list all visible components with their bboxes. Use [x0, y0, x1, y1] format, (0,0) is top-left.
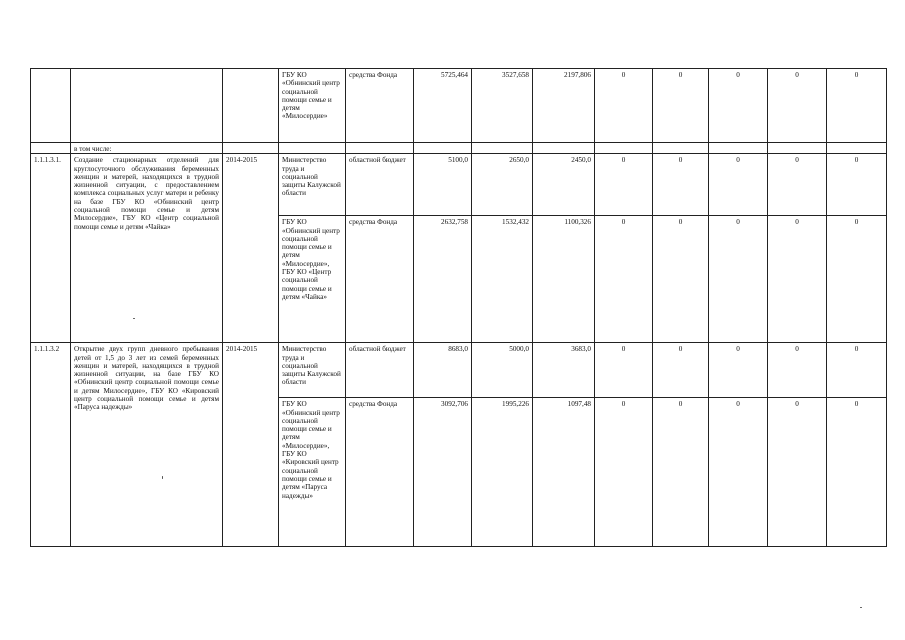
source-cell: областной бюджет [346, 154, 414, 216]
value-cell: 0 [709, 398, 768, 547]
scan-speck [860, 607, 862, 608]
empty-cell [223, 143, 279, 154]
code-cell: 1.1.1.3.1. [31, 154, 71, 343]
value-cell: 0 [595, 69, 653, 143]
value-cell: 0 [709, 216, 768, 343]
source-cell: средства Фонда [346, 69, 414, 143]
code-cell [31, 143, 71, 154]
title-cell: Открытие двух групп дневного пребывания детей от 1,5 до 3 лет из семей беременных женщин и матерей, находящихся в трудной жизненной ситуации, на базе ГБУ КО «Обнинский центр социальной помощи семье и детям Милосердие», ГБУ КО «Кировский центр социальной помощи семье и детям «Паруса надежды» [71, 343, 223, 547]
period-cell [223, 69, 279, 143]
year-2014-cell: 1532,432 [472, 216, 533, 343]
empty-cell [414, 143, 472, 154]
value-cell: 0 [595, 343, 653, 398]
year-2014-cell: 3527,658 [472, 69, 533, 143]
value-cell: 0 [768, 343, 827, 398]
year-2014-cell: 1995,226 [472, 398, 533, 547]
value-cell: 0 [827, 343, 887, 398]
value-cell: 0 [827, 69, 887, 143]
empty-cell [533, 143, 595, 154]
value-cell: 0 [768, 398, 827, 547]
value-cell: 0 [768, 69, 827, 143]
value-cell: 0 [653, 154, 709, 216]
title-cell: Создание стационарных отделений для круглосуточного обслуживания беременных женщин и матерей, находящихся в трудной жизненной ситуации, с предоставлением комплекса социальных услуг матери и ребенку на базе ГБУ КО «Обнинский центр социальной помощи семье и детям Милосердие», ГБУ КО «Центр социальной помощи семье и детям «Чайка» [71, 154, 223, 343]
year-2015-cell: 2197,806 [533, 69, 595, 143]
period-cell: 2014-2015 [223, 154, 279, 343]
value-cell: 0 [653, 343, 709, 398]
including-label: в том числе: [71, 143, 223, 154]
scan-speck [162, 476, 163, 479]
program-funding-table [30, 68, 887, 547]
year-2015-cell: 3683,0 [533, 343, 595, 398]
executor-cell: ГБУ КО «Обнинский центр социальной помощи семье и детям «Милосердие», ГБУ КО «Центр социальной помощи семье и детям «Чайка» [279, 216, 346, 343]
empty-cell [827, 143, 887, 154]
value-cell: 0 [768, 216, 827, 343]
value-cell: 0 [653, 398, 709, 547]
total-cell: 8683,0 [414, 343, 472, 398]
executor-cell: ГБУ КО «Обнинский центр социальной помощи семье и детям «Милосердие» [279, 69, 346, 143]
empty-cell [768, 143, 827, 154]
year-2014-cell: 5000,0 [472, 343, 533, 398]
value-cell: 0 [653, 69, 709, 143]
year-2015-cell: 1100,326 [533, 216, 595, 343]
empty-cell [653, 143, 709, 154]
value-cell: 0 [709, 154, 768, 216]
value-cell: 0 [827, 154, 887, 216]
empty-cell [472, 143, 533, 154]
empty-cell [595, 143, 653, 154]
value-cell: 0 [595, 154, 653, 216]
empty-cell [709, 143, 768, 154]
value-cell: 0 [709, 343, 768, 398]
value-cell: 0 [827, 216, 887, 343]
value-cell: 0 [709, 69, 768, 143]
total-cell: 3092,706 [414, 398, 472, 547]
period-cell: 2014-2015 [223, 343, 279, 547]
source-cell: средства Фонда [346, 398, 414, 547]
total-cell: 5100,0 [414, 154, 472, 216]
empty-cell [346, 143, 414, 154]
table-row [31, 69, 887, 143]
table-row [31, 154, 887, 216]
table-row [31, 343, 887, 398]
total-cell: 5725,464 [414, 69, 472, 143]
empty-cell [279, 143, 346, 154]
value-cell: 0 [827, 398, 887, 547]
value-cell: 0 [595, 216, 653, 343]
value-cell: 0 [653, 216, 709, 343]
code-cell [31, 69, 71, 143]
executor-cell: Министерство труда и социальной защиты Калужской области [279, 343, 346, 398]
total-cell: 2632,758 [414, 216, 472, 343]
scan-speck [133, 318, 135, 319]
source-cell: средства Фонда [346, 216, 414, 343]
year-2014-cell: 2650,0 [472, 154, 533, 216]
year-2015-cell: 1097,48 [533, 398, 595, 547]
source-cell: областной бюджет [346, 343, 414, 398]
executor-cell: ГБУ КО «Обнинский центр социальной помощи семье и детям «Милосердие», ГБУ КО «Кировский центр социальной помощи семье и детям «Паруса надежды» [279, 398, 346, 547]
value-cell: 0 [595, 398, 653, 547]
code-cell: 1.1.1.3.2 [31, 343, 71, 547]
year-2015-cell: 2450,0 [533, 154, 595, 216]
title-cell [71, 69, 223, 143]
executor-cell: Министерство труда и социальной защиты Калужской области [279, 154, 346, 216]
value-cell: 0 [768, 154, 827, 216]
table-row [31, 143, 887, 154]
